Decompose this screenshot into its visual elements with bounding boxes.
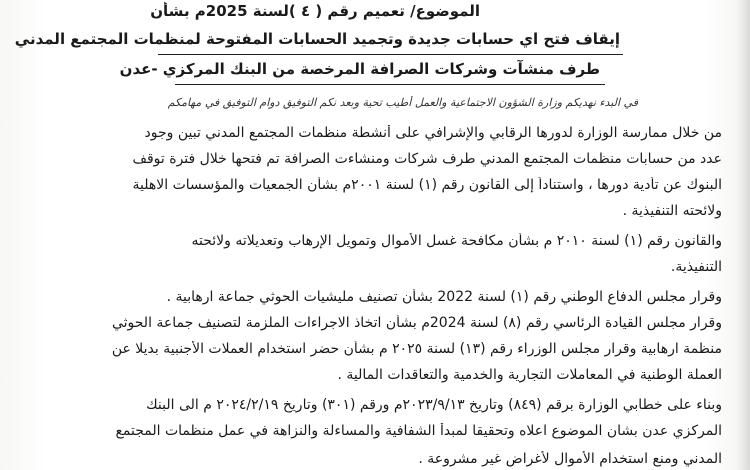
body-line: المركزي عدن بشان الموضوع اعلاه وتحقيقا لمبدأ الشفافية والمساءلة والنزاهة في عمل منظمات المجتمع [115, 423, 722, 439]
page-edge-shadow [736, 0, 750, 470]
body-line: العملة الوطنية في المعاملات التجارية والخدمية والتعاقدات المالية . [337, 367, 722, 383]
title-line-1: إيقاف فتح اي حسابات جديدة وتجميد الحسابات المفتوحة لمنظمات المجتمع المدني [14, 30, 620, 48]
body-line: وقرار مجلس الدفاع الوطني رقم (١) لسنة 2022 بشأن تصنيف مليشيات الحوثي جماعة ارهابية . [166, 289, 722, 305]
title-line-2: طرف منشآت وشركات الصرافة المرخصة من البنك المركزي -عدن [119, 60, 600, 78]
title-underline-2 [175, 84, 605, 85]
body-line: من خلال ممارسة الوزارة لدورها الرقابي والإشرافي على أنشطة منظمات المجتمع المدني تبين وجود [144, 125, 722, 141]
body-line: وبناء على خطابي الوزارة برقم (٨٤٩) وتاريخ ٢٠٢٣/٩/١٣م ورقم (٣٠١) وتاريخ ٢٠٢٤/٢/١٩ م الى البنك [146, 397, 722, 413]
body-line: التنفيذية. [670, 259, 722, 275]
subject-line: الموضوع/ تعميم رقم ( ٤ )لسنة 2025م بشأن [150, 2, 480, 20]
title-underline-1 [158, 54, 623, 55]
body-line: المدني ومنع استخدام الأموال لأغراض غير مشروعة . [418, 451, 722, 467]
body-line: وقرار مجلس القيادة الرئاسي رقم (٨) لسنة 2024م بشأن اتخاذ الاجراءات الملزمة لتصنيف جماعة الحوثي [111, 315, 722, 331]
body-line: عدد من حسابات منظمات المجتمع المدني طرف شركات ومنشاءت الصرافة تم فتحها خلال فترة توقف [132, 151, 722, 167]
body-line: منظمة ارهابية وقرار مجلس الوزراء رقم (١٣) لسنة ٢٠٢٥ م بشأن حضر استخدام العملات الأجنبية بديلا عن [111, 341, 722, 357]
body-line: ولائحته التنفيذية . [622, 203, 722, 219]
body-line: البنوك عن تأدية دورها ، واستناداً إلى القانون رقم (١) لسنة ٢٠٠١م بشأن الجمعيات والمؤسسات الاهلية [132, 177, 722, 193]
body-line: والقانون رقم (١) لسنة ٢٠١٠ م بشأن مكافحة غسل الأموال وتمويل الإرهاب وتعديلاته ولائحته [191, 233, 722, 249]
salutation-line: في البدء نهديكم وزارة الشؤون الاجتماعية والعمل أطيب تحية وبعد نكم التوفيق دوام التوفيق في مهامكم [167, 96, 638, 109]
